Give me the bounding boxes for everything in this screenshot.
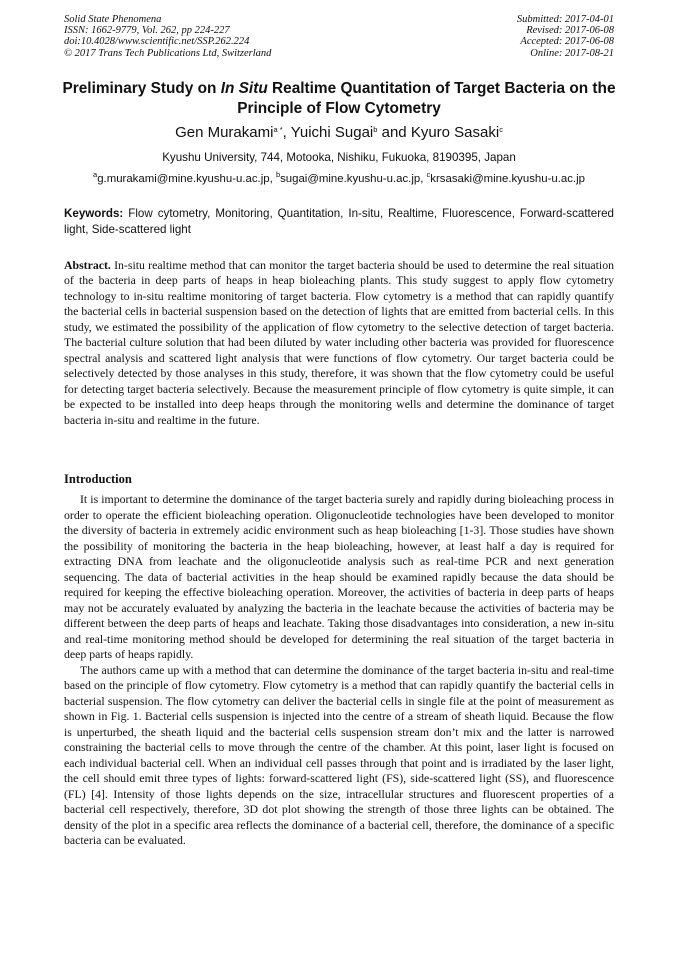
publication-dates xyxy=(517,14,614,59)
author-sup: a * xyxy=(273,125,283,134)
author-name: Kyuro Sasaki xyxy=(410,124,500,141)
email-sup: b xyxy=(275,170,281,179)
author-name: Yuichi Sugai xyxy=(290,124,374,141)
keywords-label: Keywords: xyxy=(64,207,124,220)
author-sep: and xyxy=(377,124,411,141)
paragraph: The authors came up with a method that can determine the dominance of the target bacteria in-situ and real-time based on the principle of flow cytometry. Flow cytometry is a method that can rapidly quantify the bacterial cells in bacterial suspension. The flow cytometry can deliver the bacterial cells in single file at the point of measurement as shown in Fig. 1. Bacterial cells suspension is injected into the centre of a stream of sheath liquid. Because the flow is unperturbed, the sheath liquid and the bacterial cells suspension stream don’t mix and the latter is narrowed constraining the bacterial cells to move through the centre of the chamber. At this point, laser light is focused on each individual bacterial cell. When an individual cell passes through that point and is irradiated by the laser light, the cell should emit three types of lights: forward-scattered light (FS), side-scattered light (SS), and fluorescence (FL) [4]. Intensity of those lights depends on the size, intracellular structures and fluorescent properties of a bacterial cell respectively, therefore, 3D dot plot showing the strength of those three lights can be obtained. The density of the plot in a specific area reflects the dominance of a bacterial cell, therefore, the dominance of a specific bacteria can be evaluated. xyxy=(64,662,614,847)
email-link[interactable]: krsasaki@mine.kyushu-u.ac.jp xyxy=(430,173,585,185)
title-part-2: Realtime Quantitation of Target Bacteria on the Principle of Flow Cytometry xyxy=(237,80,616,117)
email-link[interactable]: g.murakami@mine.kyushu-u.ac.jp xyxy=(97,173,270,185)
author-sup: b xyxy=(373,125,378,134)
email-sep: , xyxy=(269,173,276,185)
journal-name: Solid State Phenomena xyxy=(64,14,162,25)
date-online: Online: 2017-08-21 xyxy=(530,47,614,59)
email-sup: a xyxy=(93,170,98,179)
author-list xyxy=(40,124,638,142)
title-part-1: Preliminary Study on xyxy=(62,80,221,97)
section-heading-introduction: Introduction xyxy=(64,472,132,486)
journal-copyright: © 2017 Trans Tech Publications Ltd, Switzerland xyxy=(64,47,272,59)
email-sep: , xyxy=(420,173,427,185)
author-sep: , xyxy=(282,124,291,141)
paper-title xyxy=(52,79,626,118)
email-sup: c xyxy=(426,170,431,179)
title-italic: In Situ xyxy=(220,80,268,97)
keywords-text: Flow cytometry, Monitoring, Quantitation, In-situ, Realtime, Fluorescence, Forward-scattered light, Side-scattered light xyxy=(64,207,614,236)
journal-doi: doi:10.4028/www.scientific.net/SSP.262.224 xyxy=(64,36,250,48)
date-submitted: Submitted: 2017-04-01 xyxy=(516,14,614,25)
abstract-block xyxy=(64,258,614,428)
author-sup: c xyxy=(499,125,503,134)
abstract-label: Abstract. xyxy=(64,258,111,272)
date-revised: Revised: 2017-06-08 xyxy=(526,25,614,37)
introduction-body xyxy=(64,492,614,849)
journal-info xyxy=(64,14,271,59)
paragraph: It is important to determine the dominance of the target bacteria surely and rapidly during bioleaching process in order to operate the efficient bioleaching operation. Oligonucleotide technologies have been developed to monitor the diversity of bacteria in extremely acidic environment such as heap bioleaching [1-3]. Those studies have shown the possibility of monitoring the bacteria in the heap bioleaching, however, at least half a day is required for extracting DNA from leachate and the oligonucleotide analysis such as real-time PCR and next generation sequencing. The data of bacterial activities in the heap should be examined rapidly because the data should be required for keeping the effective bioleaching operation. Moreover, the activities of bacteria in deep parts of heaps may not be accurately evaluated by analyzing the bacteria in the leachate because the activities of bacteria may be different between the deep parts of heaps and leachate. Taking those disadvantages into consideration, a new in-situ and real-time monitoring method should be developed for determining the real situation of the target bacteria in deep parts of heaps rapidly. xyxy=(64,492,614,661)
journal-issn: ISSN: 1662-9779, Vol. 262, pp 224-227 xyxy=(64,25,230,37)
email-link[interactable]: sugai@mine.kyushu-u.ac.jp xyxy=(280,173,421,185)
email-list xyxy=(30,172,648,187)
keywords-block xyxy=(64,206,614,237)
author-name: Gen Murakami xyxy=(175,124,274,141)
abstract-text: In-situ realtime method that can monitor the target bacteria should be used to determine the real situation of the bacteria in deep parts of heaps in heap bioleaching plants. This study suggest to apply flow cytometry technology to in-situ realtime monitoring of target bacteria. Flow cytometry is a method that can rapidly quantify the bacterial cells in bacterial suspension based on the detection of lights that are emitted from bacterial cells. In this study, we estimated the possibility of the application of flow cytometry to the selective detection of target bacteria. The bacterial culture solution that had been diluted by water including other bacteria was provided for fluorescence spectral analysis and scattered light analysis that were functions of flow cytometry. Our target bacteria could be selectively detected by those analyses in this study, therefore, it was shown that the flow cytometry could be useful for detecting target bacteria selectively. Because the measurement principle of flow cytometry is quite simple, it can be expected to be installed into deep heaps through the monitoring wells and determine the dominance of target bacteria in-situ and realtime in the future. xyxy=(64,258,614,427)
date-accepted: Accepted: 2017-06-08 xyxy=(520,36,614,48)
affiliation: Kyushu University, 744, Motooka, Nishiku, Fukuoka, 8190395, Japan xyxy=(162,151,516,164)
